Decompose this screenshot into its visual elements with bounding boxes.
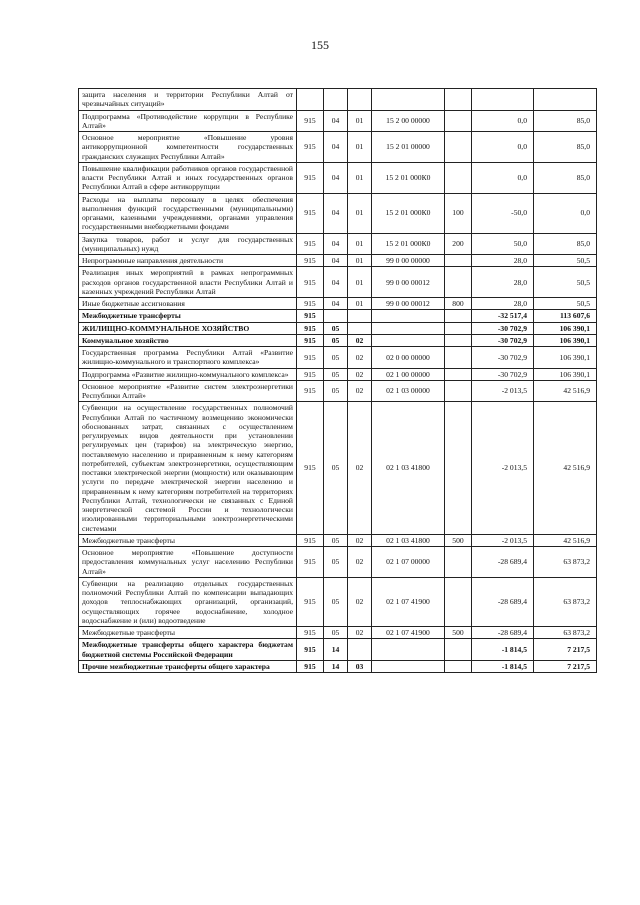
total-amount-cell: 63 873,2 bbox=[534, 627, 597, 639]
razdel-code-cell bbox=[324, 89, 348, 111]
razdel-code-cell: 04 bbox=[324, 162, 348, 193]
total-amount-cell: 50,5 bbox=[534, 298, 597, 310]
change-amount-cell: -1 814,5 bbox=[472, 639, 534, 661]
change-amount-cell: 28,0 bbox=[472, 298, 534, 310]
change-amount-cell: 0,0 bbox=[472, 132, 534, 163]
glava-code-cell: 915 bbox=[297, 255, 324, 267]
table-row bbox=[79, 334, 597, 346]
target-article-cell: 02 1 03 41800 bbox=[372, 534, 445, 546]
total-amount-cell: 7 217,5 bbox=[534, 660, 597, 672]
glava-code-cell: 915 bbox=[297, 334, 324, 346]
total-amount-cell: 42 516,9 bbox=[534, 402, 597, 535]
expense-type-cell: 500 bbox=[445, 534, 472, 546]
target-article-cell bbox=[372, 322, 445, 334]
total-amount-cell: 85,0 bbox=[534, 162, 597, 193]
target-article-cell bbox=[372, 639, 445, 661]
podrazdel-code-cell: 02 bbox=[348, 347, 372, 369]
expense-type-cell bbox=[445, 639, 472, 661]
total-amount-cell: 106 390,1 bbox=[534, 368, 597, 380]
row-name-cell: защита населения и территории Республики Алтай от чрезвычайных ситуаций» bbox=[79, 89, 297, 111]
podrazdel-code-cell: 01 bbox=[348, 162, 372, 193]
razdel-code-cell: 04 bbox=[324, 132, 348, 163]
row-name-cell: Подпрограмма «Развитие жилищно-коммунального комплекса» bbox=[79, 368, 297, 380]
expense-type-cell: 100 bbox=[445, 193, 472, 233]
table-row bbox=[79, 534, 597, 546]
expense-type-cell bbox=[445, 89, 472, 111]
glava-code-cell: 915 bbox=[297, 368, 324, 380]
razdel-code-cell: 05 bbox=[324, 322, 348, 334]
row-name-cell: Подпрограмма «Противодействие коррупции в Республике Алтай» bbox=[79, 110, 297, 132]
change-amount-cell: -2 013,5 bbox=[472, 402, 534, 535]
podrazdel-code-cell: 01 bbox=[348, 193, 372, 233]
glava-code-cell: 915 bbox=[297, 267, 324, 298]
razdel-code-cell bbox=[324, 310, 348, 322]
total-amount-cell: 85,0 bbox=[534, 110, 597, 132]
podrazdel-code-cell bbox=[348, 89, 372, 111]
glava-code-cell: 915 bbox=[297, 322, 324, 334]
total-amount-cell: 0,0 bbox=[534, 193, 597, 233]
total-amount-cell: 50,5 bbox=[534, 267, 597, 298]
target-article-cell: 15 2 01 000К0 bbox=[372, 233, 445, 255]
expense-type-cell bbox=[445, 660, 472, 672]
expense-type-cell bbox=[445, 547, 472, 578]
row-name-cell: Реализация иных мероприятий в рамках непрограммных расходов органов государственной власти Республики Алтай и казенных учреждений Республики Алтай bbox=[79, 267, 297, 298]
table-row bbox=[79, 162, 597, 193]
table-row bbox=[79, 380, 597, 402]
target-article-cell: 99 0 00 00000 bbox=[372, 255, 445, 267]
table-row bbox=[79, 267, 597, 298]
expense-type-cell: 500 bbox=[445, 627, 472, 639]
change-amount-cell: -2 013,5 bbox=[472, 534, 534, 546]
glava-code-cell: 915 bbox=[297, 380, 324, 402]
row-name-cell: Субвенции на реализацию отдельных государственных полномочий Республики Алтай по компенсации выпадающих доходов теплоснабжающих организаций, организаций, осуществляющих горячее водоснабжение, холодное водоснабжение и (или) водоотведение bbox=[79, 577, 297, 626]
change-amount-cell: -30 702,9 bbox=[472, 368, 534, 380]
row-name-cell: Прочие межбюджетные трансферты общего характера bbox=[79, 660, 297, 672]
podrazdel-code-cell: 02 bbox=[348, 534, 372, 546]
table-row bbox=[79, 255, 597, 267]
change-amount-cell: -28 689,4 bbox=[472, 547, 534, 578]
table-row bbox=[79, 110, 597, 132]
expense-type-cell bbox=[445, 380, 472, 402]
row-name-cell: Межбюджетные трансферты bbox=[79, 627, 297, 639]
glava-code-cell: 915 bbox=[297, 627, 324, 639]
razdel-code-cell: 04 bbox=[324, 110, 348, 132]
total-amount-cell: 50,5 bbox=[534, 255, 597, 267]
change-amount-cell: -30 702,9 bbox=[472, 322, 534, 334]
expense-type-cell bbox=[445, 162, 472, 193]
row-name-cell: Межбюджетные трансферты bbox=[79, 310, 297, 322]
target-article-cell: 02 1 03 41800 bbox=[372, 402, 445, 535]
table-row bbox=[79, 660, 597, 672]
expense-type-cell bbox=[445, 334, 472, 346]
expense-type-cell: 200 bbox=[445, 233, 472, 255]
glava-code-cell: 915 bbox=[297, 547, 324, 578]
change-amount-cell: -2 013,5 bbox=[472, 380, 534, 402]
total-amount-cell bbox=[534, 89, 597, 111]
total-amount-cell: 113 607,6 bbox=[534, 310, 597, 322]
razdel-code-cell: 04 bbox=[324, 193, 348, 233]
change-amount-cell: 0,0 bbox=[472, 110, 534, 132]
row-name-cell: Непрограммные направления деятельности bbox=[79, 255, 297, 267]
podrazdel-code-cell: 01 bbox=[348, 110, 372, 132]
glava-code-cell: 915 bbox=[297, 193, 324, 233]
podrazdel-code-cell: 02 bbox=[348, 368, 372, 380]
row-name-cell: Субвенции на осуществление государственных полномочий Республики Алтай по частичному возмещению экономически обоснованных затрат, связанных с осуществлением регулируемых видов деятельности при установлении регулируемых цен (тарифов) на электрическую энергию, поставляемую населению и приравненным к нему категориям потребителей, субъектам электроэнергетики, осуществляющим поставки электрической энергии (мощности) или оказывающим услуги по передаче электрической энергии населению и приравненным к нему категориям потребителей на территориях Республики Алтай, технологически не связанных с Единой энергетической системой России и технологически изолированными территориальными электроэнергетическими системами bbox=[79, 402, 297, 535]
total-amount-cell: 85,0 bbox=[534, 132, 597, 163]
total-amount-cell: 106 390,1 bbox=[534, 347, 597, 369]
row-name-cell: Повышение квалификации работников органов государственной власти Республики Алтай и иных государственных органов Республики Алтай в сфере антикоррупции bbox=[79, 162, 297, 193]
expense-type-cell bbox=[445, 368, 472, 380]
page-number: 155 bbox=[311, 38, 329, 52]
glava-code-cell: 915 bbox=[297, 233, 324, 255]
row-name-cell: Основное мероприятие «Повышение доступности предоставления коммунальных услуг населению Республики Алтай» bbox=[79, 547, 297, 578]
total-amount-cell: 63 873,2 bbox=[534, 577, 597, 626]
table-row bbox=[79, 627, 597, 639]
podrazdel-code-cell bbox=[348, 322, 372, 334]
glava-code-cell: 915 bbox=[297, 132, 324, 163]
podrazdel-code-cell: 02 bbox=[348, 547, 372, 578]
table-row bbox=[79, 298, 597, 310]
podrazdel-code-cell bbox=[348, 310, 372, 322]
glava-code-cell: 915 bbox=[297, 310, 324, 322]
row-name-cell: Межбюджетные трансферты bbox=[79, 534, 297, 546]
glava-code-cell: 915 bbox=[297, 402, 324, 535]
change-amount-cell: -50,0 bbox=[472, 193, 534, 233]
expense-type-cell bbox=[445, 322, 472, 334]
target-article-cell: 99 0 00 00012 bbox=[372, 267, 445, 298]
table-row bbox=[79, 347, 597, 369]
podrazdel-code-cell: 02 bbox=[348, 380, 372, 402]
change-amount-cell: 0,0 bbox=[472, 162, 534, 193]
expense-type-cell bbox=[445, 310, 472, 322]
razdel-code-cell: 04 bbox=[324, 298, 348, 310]
target-article-cell: 02 1 07 41900 bbox=[372, 627, 445, 639]
podrazdel-code-cell: 02 bbox=[348, 577, 372, 626]
change-amount-cell: 28,0 bbox=[472, 255, 534, 267]
row-name-cell: Государственная программа Республики Алтай «Развитие жилищно-коммунального и транспортного комплекса» bbox=[79, 347, 297, 369]
change-amount-cell: 50,0 bbox=[472, 233, 534, 255]
table-row bbox=[79, 132, 597, 163]
change-amount-cell: -28 689,4 bbox=[472, 627, 534, 639]
glava-code-cell: 915 bbox=[297, 298, 324, 310]
razdel-code-cell: 05 bbox=[324, 577, 348, 626]
table-row bbox=[79, 547, 597, 578]
razdel-code-cell: 05 bbox=[324, 368, 348, 380]
razdel-code-cell: 14 bbox=[324, 639, 348, 661]
expense-type-cell bbox=[445, 577, 472, 626]
total-amount-cell: 85,0 bbox=[534, 233, 597, 255]
glava-code-cell: 915 bbox=[297, 347, 324, 369]
budget-table bbox=[78, 88, 597, 673]
change-amount-cell: -30 702,9 bbox=[472, 347, 534, 369]
expense-type-cell bbox=[445, 402, 472, 535]
glava-code-cell: 915 bbox=[297, 534, 324, 546]
total-amount-cell: 63 873,2 bbox=[534, 547, 597, 578]
razdel-code-cell: 05 bbox=[324, 627, 348, 639]
row-name-cell: Закупка товаров, работ и услуг для государственных (муниципальных) нужд bbox=[79, 233, 297, 255]
razdel-code-cell: 05 bbox=[324, 347, 348, 369]
target-article-cell: 02 0 00 00000 bbox=[372, 347, 445, 369]
expense-type-cell bbox=[445, 110, 472, 132]
podrazdel-code-cell bbox=[348, 639, 372, 661]
change-amount-cell: -30 702,9 bbox=[472, 334, 534, 346]
glava-code-cell: 915 bbox=[297, 110, 324, 132]
row-name-cell: Иные бюджетные ассигнования bbox=[79, 298, 297, 310]
target-article-cell: 15 2 01 000К0 bbox=[372, 162, 445, 193]
table-row bbox=[79, 368, 597, 380]
target-article-cell: 02 1 03 00000 bbox=[372, 380, 445, 402]
row-name-cell: ЖИЛИЩНО-КОММУНАЛЬНОЕ ХОЗЯЙСТВО bbox=[79, 322, 297, 334]
razdel-code-cell: 05 bbox=[324, 380, 348, 402]
change-amount-cell: -28 689,4 bbox=[472, 577, 534, 626]
podrazdel-code-cell: 03 bbox=[348, 660, 372, 672]
change-amount-cell: 28,0 bbox=[472, 267, 534, 298]
table-row bbox=[79, 89, 597, 111]
change-amount-cell bbox=[472, 89, 534, 111]
target-article-cell bbox=[372, 660, 445, 672]
razdel-code-cell: 14 bbox=[324, 660, 348, 672]
table-row bbox=[79, 402, 597, 535]
razdel-code-cell: 05 bbox=[324, 402, 348, 535]
podrazdel-code-cell: 02 bbox=[348, 402, 372, 535]
podrazdel-code-cell: 01 bbox=[348, 298, 372, 310]
target-article-cell bbox=[372, 334, 445, 346]
target-article-cell bbox=[372, 89, 445, 111]
row-name-cell: Основное мероприятие «Повышение уровня антикоррупционной компетентности государственных гражданских служащих Республики Алтай» bbox=[79, 132, 297, 163]
table-row bbox=[79, 233, 597, 255]
table-row bbox=[79, 322, 597, 334]
target-article-cell: 02 1 00 00000 bbox=[372, 368, 445, 380]
table-row bbox=[79, 310, 597, 322]
change-amount-cell: -32 517,4 bbox=[472, 310, 534, 322]
razdel-code-cell: 04 bbox=[324, 233, 348, 255]
target-article-cell: 02 1 07 41900 bbox=[372, 577, 445, 626]
total-amount-cell: 42 516,9 bbox=[534, 380, 597, 402]
podrazdel-code-cell: 01 bbox=[348, 267, 372, 298]
target-article-cell: 15 2 01 000К0 bbox=[372, 193, 445, 233]
table-row bbox=[79, 193, 597, 233]
change-amount-cell: -1 814,5 bbox=[472, 660, 534, 672]
row-name-cell: Расходы на выплаты персоналу в целях обеспечения выполнения функций государственными (муниципальными) органами, казенными учреждениями, органами управления государственными внебюджетными фондами bbox=[79, 193, 297, 233]
row-name-cell: Основное мероприятие «Развитие систем электроэнергетики Республики Алтай» bbox=[79, 380, 297, 402]
glava-code-cell: 915 bbox=[297, 639, 324, 661]
target-article-cell: 15 2 00 00000 bbox=[372, 110, 445, 132]
row-name-cell: Коммунальное хозяйство bbox=[79, 334, 297, 346]
total-amount-cell: 42 516,9 bbox=[534, 534, 597, 546]
razdel-code-cell: 05 bbox=[324, 534, 348, 546]
table-row bbox=[79, 577, 597, 626]
target-article-cell bbox=[372, 310, 445, 322]
total-amount-cell: 7 217,5 bbox=[534, 639, 597, 661]
expense-type-cell bbox=[445, 255, 472, 267]
glava-code-cell: 915 bbox=[297, 162, 324, 193]
glava-code-cell: 915 bbox=[297, 577, 324, 626]
glava-code-cell bbox=[297, 89, 324, 111]
podrazdel-code-cell: 02 bbox=[348, 334, 372, 346]
expense-type-cell bbox=[445, 347, 472, 369]
table-row bbox=[79, 639, 597, 661]
total-amount-cell: 106 390,1 bbox=[534, 322, 597, 334]
podrazdel-code-cell: 01 bbox=[348, 255, 372, 267]
target-article-cell: 02 1 07 00000 bbox=[372, 547, 445, 578]
target-article-cell: 99 0 00 00012 bbox=[372, 298, 445, 310]
expense-type-cell bbox=[445, 132, 472, 163]
row-name-cell: Межбюджетные трансферты общего характера бюджетам бюджетной системы Российской Федерации bbox=[79, 639, 297, 661]
razdel-code-cell: 05 bbox=[324, 547, 348, 578]
razdel-code-cell: 04 bbox=[324, 267, 348, 298]
glava-code-cell: 915 bbox=[297, 660, 324, 672]
razdel-code-cell: 04 bbox=[324, 255, 348, 267]
razdel-code-cell: 05 bbox=[324, 334, 348, 346]
expense-type-cell: 800 bbox=[445, 298, 472, 310]
podrazdel-code-cell: 01 bbox=[348, 132, 372, 163]
podrazdel-code-cell: 01 bbox=[348, 233, 372, 255]
target-article-cell: 15 2 01 00000 bbox=[372, 132, 445, 163]
total-amount-cell: 106 390,1 bbox=[534, 334, 597, 346]
expense-type-cell bbox=[445, 267, 472, 298]
podrazdel-code-cell: 02 bbox=[348, 627, 372, 639]
